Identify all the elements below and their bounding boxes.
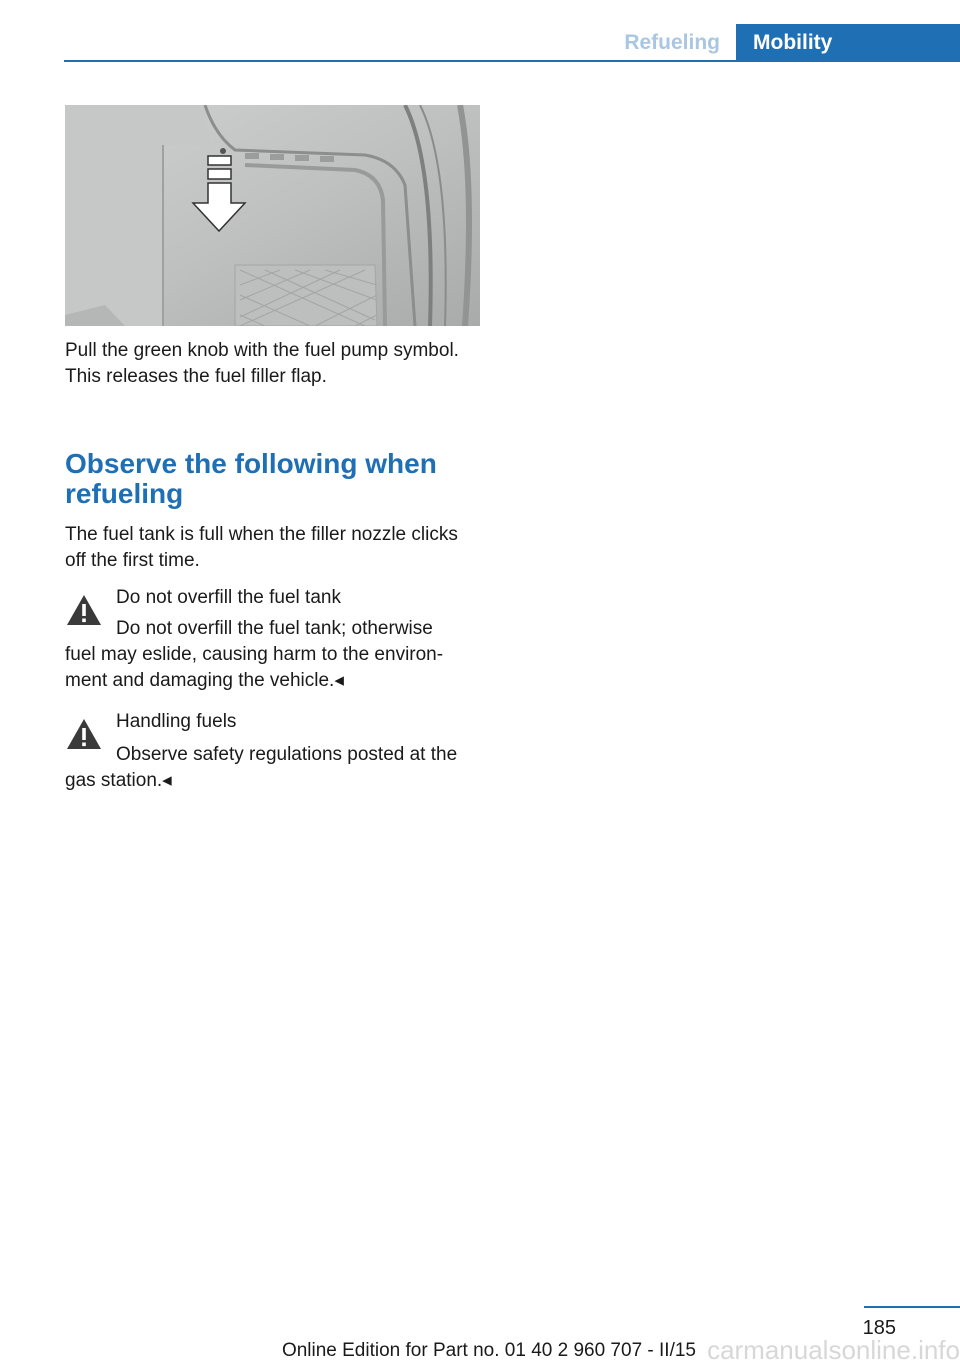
warning-title: Handling fuels (116, 711, 237, 732)
warning-body (65, 616, 485, 694)
heading-line-2: refueling (65, 478, 184, 509)
header-section-label: Refueling (624, 31, 720, 54)
intro-line-2: This releases the fuel filler flap. (65, 366, 327, 387)
trunk-figure (65, 105, 480, 326)
warning-body-line-1: Do not overfill the fuel tank; otherwise (116, 618, 433, 639)
section-heading (65, 449, 485, 509)
warning-body-line-1: Observe safety regulations posted at the (116, 744, 458, 765)
edition-note: Online Edition for Part no. 01 40 2 960 707 - II/15 (281, 1340, 696, 1361)
warning-body-line-2: gas station.◂ (65, 770, 172, 791)
warning-title: Do not overfill the fuel tank (116, 587, 341, 608)
header-rule (64, 60, 960, 62)
page-number: 185 (862, 1317, 896, 1339)
intro-paragraph (65, 338, 485, 390)
header-chapter-tab: Mobility (736, 24, 960, 62)
heading-line-1: Observe the following when (65, 448, 437, 479)
paragraph-line-2: off the first time. (65, 550, 200, 571)
section-paragraph (65, 522, 485, 574)
watermark: carmanualsonline.info (707, 1335, 960, 1365)
warning-body-line-3: ment and damaging the vehicle.◂ (65, 670, 344, 691)
paragraph-line-1: The fuel tank is full when the filler nozzle clicks (65, 524, 458, 545)
warning-body-line-2: fuel may eslide, causing harm to the environ- (65, 644, 444, 665)
footer-rule (864, 1306, 960, 1308)
warning-body (65, 742, 485, 794)
intro-line-1: Pull the green knob with the fuel pump symbol. (65, 340, 459, 361)
